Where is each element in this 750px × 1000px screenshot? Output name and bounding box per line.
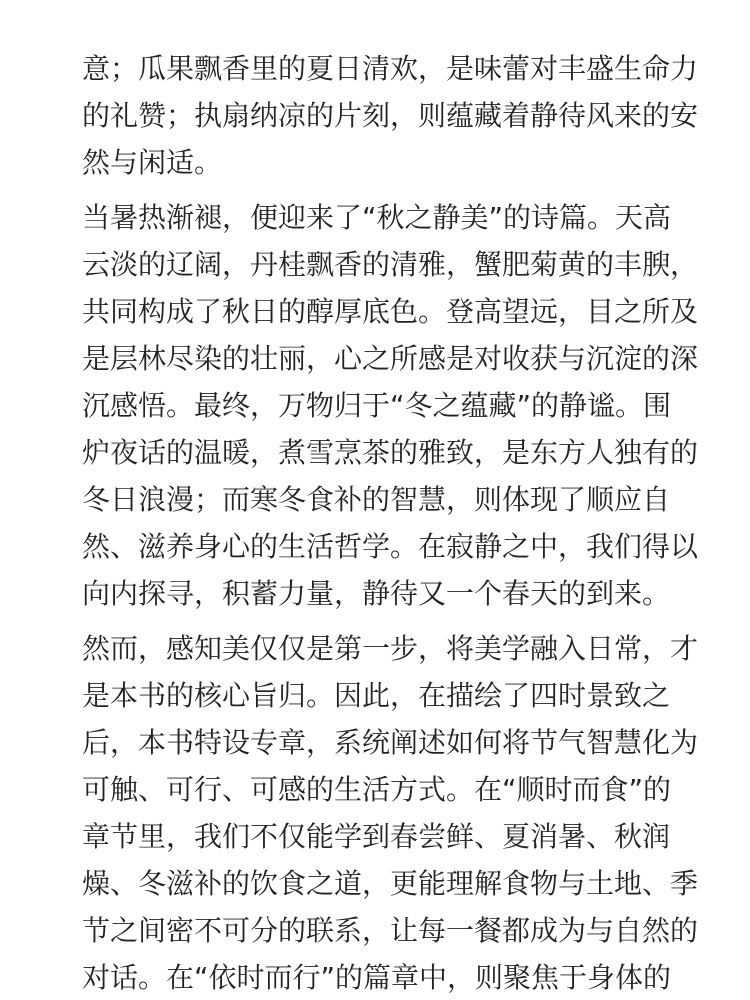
text-line: 可触、可行、可感的生活方式。在“顺时而食”的 bbox=[82, 773, 672, 806]
paragraph-3 bbox=[82, 625, 710, 1000]
text-line: 然而，感知美仅仅是第一步，将美学融入日常，才 bbox=[82, 632, 699, 665]
text-line: 云淡的辽阔，丹桂飘香的清雅，蟹肥菊黄的丰腴， bbox=[82, 248, 699, 281]
text-line: 对话。在“依时而行”的篇章中，则聚焦于身体的 bbox=[82, 961, 672, 994]
text-line: 燥、冬滋补的饮食之道，更能理解食物与土地、季 bbox=[82, 867, 699, 900]
text-line: 然、滋养身心的生活哲学。在寂静之中，我们得以 bbox=[82, 530, 699, 563]
text-line: 后，本书特设专章，系统阐述如何将节气智慧化为 bbox=[82, 726, 699, 759]
text-line: 沉感悟。最终，万物归于“冬之蕴藏”的静谧。围 bbox=[82, 389, 672, 422]
text-line: 冬日浪漫；而寒冬食补的智慧，则体现了顺应自 bbox=[82, 483, 671, 516]
text-line: 意；瓜果飘香里的夏日清欢，是味蕾对丰盛生命力 bbox=[82, 52, 699, 85]
text-line: 然与闲适。 bbox=[82, 146, 223, 179]
text-line: 的礼赞；执扇纳凉的片刻，则蕴藏着静待风来的安 bbox=[82, 99, 699, 132]
paragraph-1 bbox=[82, 45, 710, 186]
text-line: 节之间密不可分的联系，让每一餐都成为与自然的 bbox=[82, 914, 699, 947]
text-line: 是层林尽染的壮丽，心之所感是对收获与沉淀的深 bbox=[82, 342, 699, 375]
text-line: 当暑热渐褪，便迎来了“秋之静美”的诗篇。天高 bbox=[82, 201, 672, 234]
text-line: 是本书的核心旨归。因此，在描绘了四时景致之 bbox=[82, 679, 671, 712]
text-line: 炉夜话的温暖，煮雪烹茶的雅致，是东方人独有的 bbox=[82, 436, 699, 469]
paragraph-2 bbox=[82, 194, 710, 617]
text-line: 共同构成了秋日的醇厚底色。登高望远，目之所及 bbox=[82, 295, 699, 328]
text-line: 章节里，我们不仅能学到春尝鲜、夏消暑、秋润 bbox=[82, 820, 671, 853]
text-line: 向内探寻，积蓄力量，静待又一个春天的到来。 bbox=[82, 577, 671, 610]
